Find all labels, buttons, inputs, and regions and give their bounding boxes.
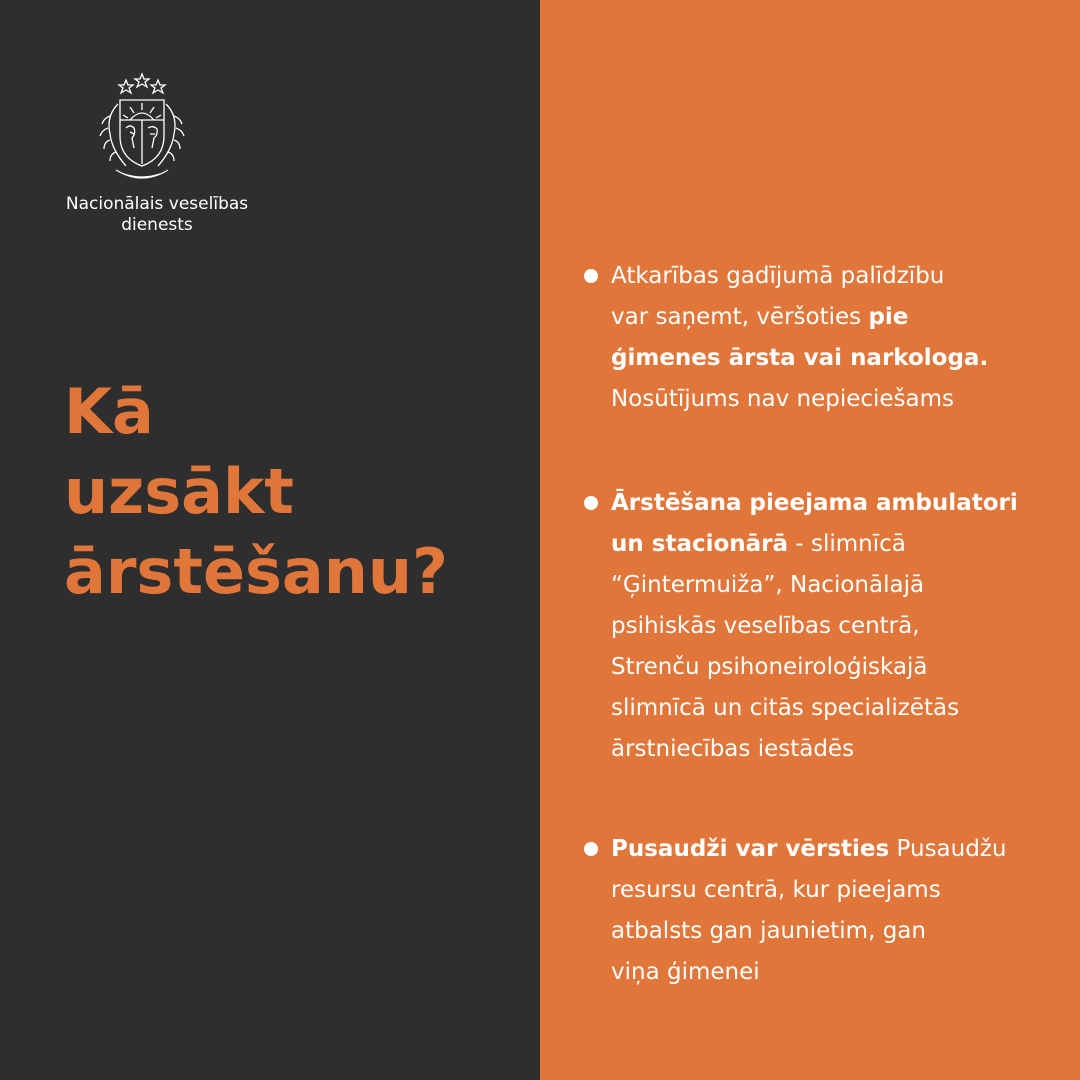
title-line3: ārstēšanu? <box>64 535 448 608</box>
item2-line1-bold: Ārstēšana pieejama ambulatori <box>611 490 1018 516</box>
list-item-teenagers <box>584 829 1054 993</box>
item1-line2: var saņemt, vēršoties <box>611 304 869 330</box>
title-line1: Kā <box>64 375 154 448</box>
item3-line2: resursu centrā, kur pieejams <box>611 877 941 903</box>
latvia-coat-of-arms-icon <box>96 70 188 188</box>
list-item-text <box>584 256 1054 420</box>
item1-line4: Nosūtījums nav nepieciešams <box>611 386 955 412</box>
list-item-text <box>584 829 1054 993</box>
organization-name-line2: dienests <box>121 215 193 235</box>
item2-line5: Strenču psihoneiroloģiskajā <box>611 654 928 680</box>
item3-line3: atbalsts gan jaunietim, gan <box>611 918 926 944</box>
organization-logo <box>62 70 262 236</box>
item2-line7: ārstniecības iestādēs <box>611 736 855 762</box>
list-item-treatment <box>584 483 1054 770</box>
bullet-icon <box>584 842 598 856</box>
list-item-text <box>584 483 1054 770</box>
item1-line3-bold: ģimenes ārsta vai narkologa. <box>611 345 989 371</box>
item2-line2: - slimnīcā <box>788 531 906 557</box>
item1-line2-bold: pie <box>868 304 909 330</box>
item2-line3: “Ģintermuiža”, Nacionālajā <box>611 572 925 598</box>
organization-name-line1: Nacionālais veselības <box>65 194 249 214</box>
organization-name <box>62 194 252 236</box>
item2-line6: slimnīcā un citās specializētās <box>611 695 960 721</box>
title-line2: uzsākt <box>64 455 294 528</box>
item3-line1-bold: Pusaudži var vērsties <box>611 836 890 862</box>
list-item-referral <box>584 256 1054 420</box>
bullet-icon <box>584 269 598 283</box>
item3-line1: Pusaudžu <box>889 836 1007 862</box>
bullet-icon <box>584 496 598 510</box>
item2-line2-bold: un stacionārā <box>611 531 789 557</box>
item2-line4: psihiskās veselības centrā, <box>611 613 920 639</box>
item3-line4: viņa ģimenei <box>611 959 760 985</box>
item1-line1: Atkarības gadījumā palīdzību <box>611 263 945 289</box>
page-title <box>64 372 448 612</box>
